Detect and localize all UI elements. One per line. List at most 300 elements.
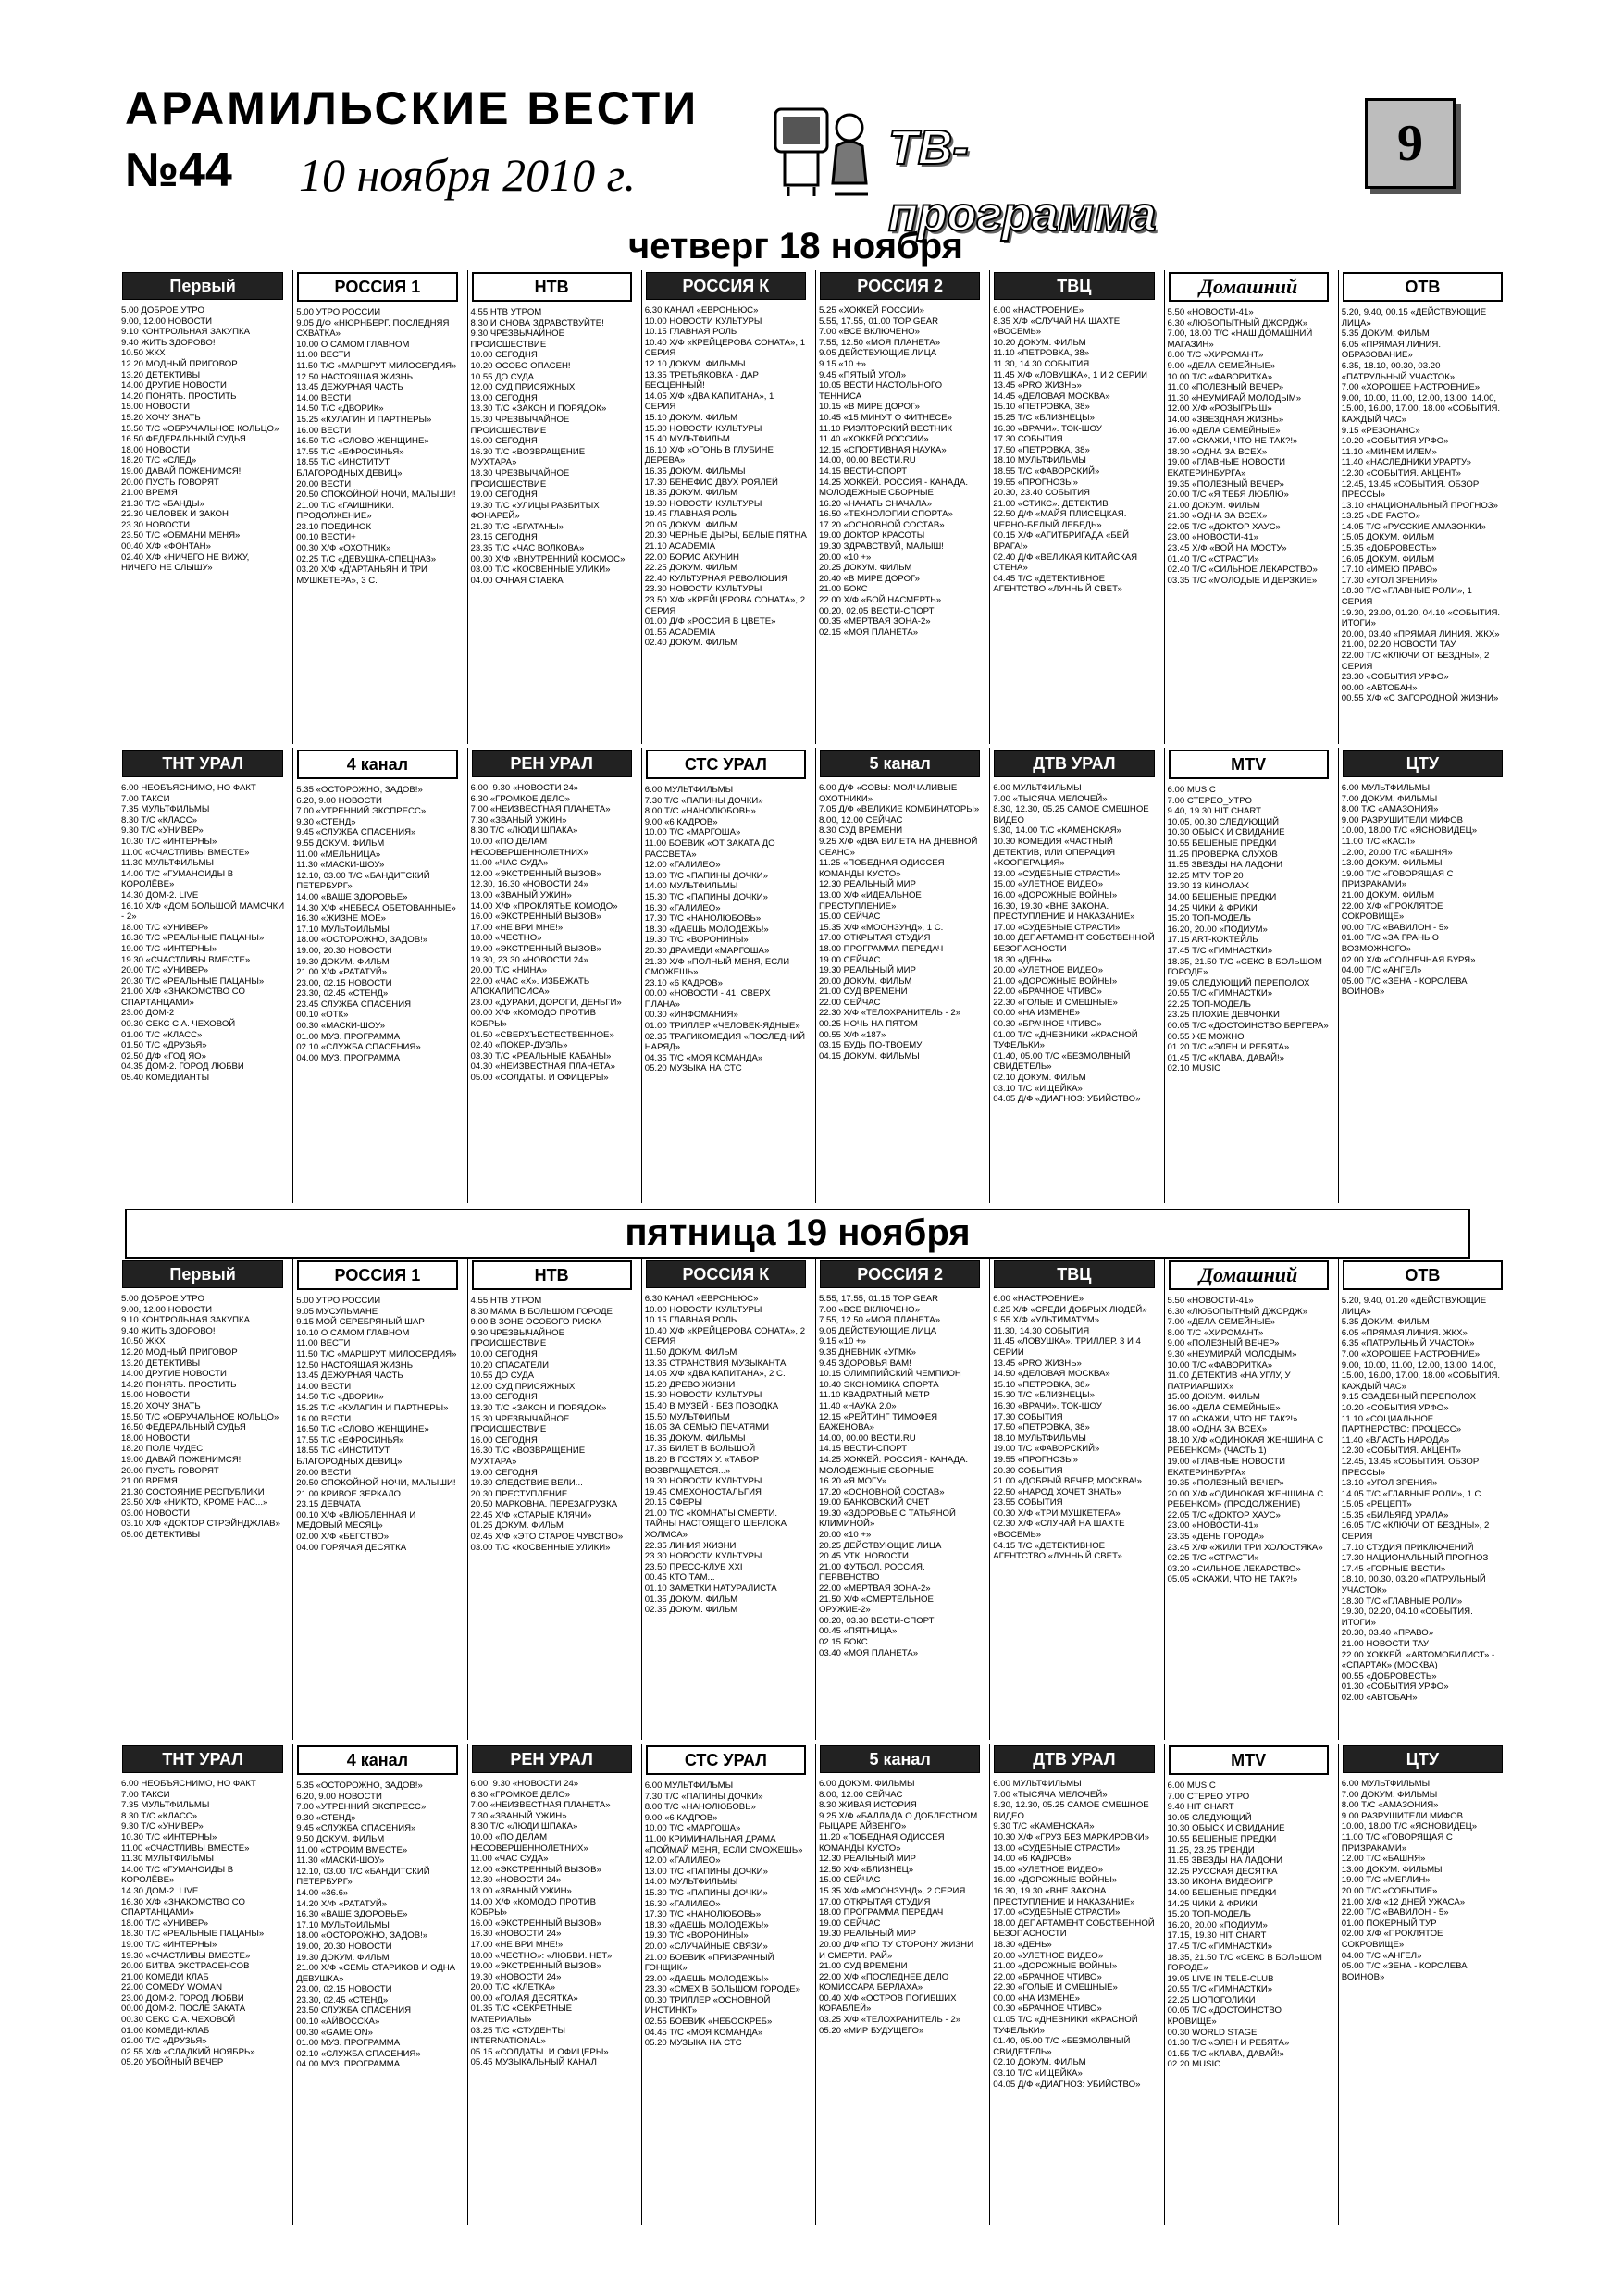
program-entry: 23.10 ПОЕДИНОК: [296, 521, 372, 532]
program-entry: 18.00 ПРОГРАММА ПЕРЕДАЧ: [819, 1907, 944, 1918]
program-entry: 11.00 ВЕСТИ: [296, 350, 351, 361]
program-entry: 16.30, 19.30 «ВНЕ ЗАКОНА. ПРЕСТУПЛЕНИЕ И НАКАЗАНИЕ»: [993, 900, 1135, 923]
program-entry: 10.00 СЕГОДНЯ: [470, 350, 538, 361]
program-entry: 02.10 «СЛУЖБА СПАСЕНИЯ»: [296, 1042, 421, 1053]
channel-column: [641, 1744, 810, 2225]
channel-logo: 4 канал: [297, 1745, 457, 1775]
program-entry: 19.30 «СЧАСТЛИВЫ ВМЕСТЕ»: [121, 954, 251, 965]
program-entry: 9.30 Т/С «УНИВЕР»: [121, 1821, 204, 1832]
program-entry: 17.00 «СКАЖИ, ЧТО НЕ ТАК?!»: [1167, 1413, 1298, 1424]
program-entry: 15.20 ХОЧУ ЗНАТЬ: [121, 1400, 201, 1411]
program-entry: 11.30 «МАСКИ-ШОУ»: [296, 1855, 385, 1867]
program-entry: 8.25 Х/Ф «СРЕДИ ДОБРЫХ ЛЮДЕЙ»: [993, 1304, 1147, 1315]
program-entry: 21.00 КОМЕДИ КЛАБ: [121, 1971, 209, 1982]
program-entry: 16.35 ДОКУМ. ФИЛЬМЫ: [644, 465, 746, 477]
program-entry: 11.00 БОЕВИК «ОТ ЗАКАТА ДО РАССВЕТА»: [644, 838, 775, 860]
channel-column: [641, 270, 810, 744]
program-entry: 9.30, 14.00 Т/С «КАМЕНСКАЯ»: [993, 825, 1121, 837]
program-entry: 19.30 «ЗДОРОВЬЕ С ТАТЬЯНОЙ КЛИМИНОЙ»: [819, 1508, 956, 1530]
program-entry: 16.00 ВЕСТИ: [296, 1413, 352, 1424]
program-entry: 21.00 СУД ВРЕМЕНИ: [819, 1961, 908, 1972]
program-entry: 9.45 «СЛУЖБА СПАСЕНИЯ»: [296, 827, 416, 838]
program-entry: 22.30 «ГОЛЫЕ И СМЕШНЫЕ»: [993, 1982, 1118, 1993]
program-entry: 21.00 ФУТБОЛ. РОССИЯ. ПЕРВЕНСТВО: [819, 1561, 925, 1583]
program-entry: 17.30 СОБЫТИЯ: [993, 434, 1063, 445]
program-entry: 19.00 СЕГОДНЯ: [470, 490, 538, 501]
program-entry: 20.30 Т/С «РЕАЛЬНЫЕ ПАЦАНЫ»: [121, 975, 265, 987]
program-entry: 19.00 БАНКОВСКИЙ СЧЕТ: [819, 1497, 930, 1508]
program-entry: 19.00 Т/С «ИНТЕРНЫ»: [121, 1939, 217, 1950]
program-entry: 10.30 ОБЫСК И СВИДАНИЕ: [1167, 1823, 1285, 1834]
program-entry: 18.00 Т/С «УНИВЕР»: [121, 922, 209, 933]
program-entry: 03.20 Х/Ф «Д'АРТАНЬЯН И ТРИ МУШКЕТЕРА», 3 С.: [296, 565, 427, 586]
program-entry: 7.00 «ХОРОШЕЕ НАСТРОЕНИЕ»: [1341, 1348, 1481, 1359]
program-entry: 16.30 Т/С «ВОЗВРАЩЕНИЕ МУХТАРА»: [470, 446, 586, 468]
program-entry: 10.00 «ПО ДЕЛАМ НЕСОВЕРШЕННОЛЕТНИХ»: [470, 1831, 588, 1854]
program-entry: 13.45 «PRO ЖИЗНЬ»: [993, 380, 1082, 391]
program-entry: 13.35 ТРЕТЬЯКОВКА - ДАР БЕСЦЕННЫЙ!: [644, 369, 759, 391]
program-entry: 18.00 «ОСТОРОЖНО, ЗАДОВ!»: [296, 935, 428, 946]
program-entry: 03.40 «МОЯ ПЛАНЕТА»: [819, 1647, 919, 1658]
program-entry: 14.30 ДОМ-2. LIVE: [121, 1885, 199, 1896]
program-entry: 8.30 СУД ВРЕМЕНИ: [819, 825, 903, 837]
program-entry: 18.20 В ГОСТЯХ У. «ТАБОР ВОЗВРАЩАЕТСЯ...»: [644, 1454, 760, 1476]
issue-date: 10 ноября 2010 г.: [299, 149, 636, 201]
program-entry: 23.45 Х/Ф «ВОЙ НА МОСТУ»: [1167, 543, 1287, 554]
program-entry: 9.25 Х/Ф «ДВА БИЛЕТА НА ДНЕВНОЙ СЕАНС»: [819, 836, 978, 858]
program-entry: 18.30 «ДАЕШЬ МОЛОДЕЖЬ!»: [644, 924, 769, 935]
program-entry: 15.30 Т/С «ПАПИНЫ ДОЧКИ»: [644, 891, 768, 902]
program-entry: 10.00, 18.00 Т/С «ЯСНОВИДЕЦ»: [1341, 1821, 1478, 1832]
program-entry: 21.00 ВРЕМЯ: [121, 1476, 178, 1487]
program-entry: 13.00 «ЗВАНЫЙ УЖИН»: [470, 1885, 572, 1896]
program-entry: 12.00 Т/С «БАШНЯ»: [1341, 1854, 1426, 1865]
channel-column: [989, 270, 1158, 744]
program-entry: 23.30 НОВОСТИ КУЛЬТУРЫ: [644, 584, 762, 595]
program-entry: 20.50 СПОКОЙНОЙ НОЧИ, МАЛЫШИ!: [296, 1478, 456, 1489]
program-entry: 20.30, 23.40 СОБЫТИЯ: [993, 488, 1090, 499]
program-entry: 23.50 ПРЕСС-КЛУБ XXI: [644, 1561, 743, 1572]
program-entry: 7.55, 12.50 «МОЯ ПЛАНЕТА»: [819, 1315, 941, 1326]
program-list: [816, 783, 984, 1061]
program-list: [118, 305, 287, 574]
program-entry: 21.00 «ДОРОЖНЫЕ ВОЙНЫ»: [993, 975, 1118, 987]
program-entry: 13.25 «DE FACTO»: [1341, 511, 1420, 522]
program-entry: 16.30 «НОВОСТИ 24»: [470, 1929, 562, 1940]
channel-column: [1338, 1259, 1506, 1740]
program-entry: 17.20 «ОСНОВНОЙ СОСТАВ»: [819, 519, 945, 530]
program-entry: 05.00 «СОЛДАТЫ. И ОФИЦЕРЫ»: [470, 1073, 609, 1084]
program-entry: 16.00 «ЭКСТРЕННЫЙ ВЫЗОВ»: [470, 912, 601, 923]
program-entry: 17.30 Т/С «НАНОЛЮБОВЬ»: [644, 913, 762, 925]
program-entry: 7.00 «ХОРОШЕЕ НАСТРОЕНИЕ»: [1341, 382, 1481, 393]
program-entry: 20.30 ЧЕРНЫЕ ДЫРЫ, БЕЛЫЕ ПЯТНА: [644, 530, 807, 541]
program-entry: 9.05 МУСУЛЬМАНЕ: [296, 1306, 378, 1317]
program-entry: 20.30 СОБЫТИЯ: [993, 1465, 1063, 1476]
program-entry: 04.00 ОЧНАЯ СТАВКА: [470, 575, 564, 586]
program-entry: 15.25 Т/С «БЛИЗНЕЦЫ»: [993, 412, 1095, 423]
program-entry: 21.00 Х/Ф «РАТАТУЙ»: [296, 967, 388, 978]
program-entry: 9.00, 10.00, 11.00, 12.00, 13.00, 14.00, 15.00, 16.00, 17.00, 18.00 «СОБЫТИЯ. КАЖДЫЙ ЧАС»: [1341, 392, 1501, 425]
program-list: [990, 1779, 1158, 2090]
program-entry: 6.05 «ПРЯМАЯ ЛИНИЯ. ЖКХ»: [1341, 1327, 1468, 1338]
program-entry: 12.10, 03.00 Т/С «БАНДИТСКИЙ ПЕТЕРБУРГ»: [296, 1866, 430, 1888]
program-entry: 9.15 «РЕЗОНАНС»: [1341, 425, 1420, 436]
program-entry: 10.00 Т/С «ФАВОРИТКА»: [1167, 371, 1273, 382]
program-entry: 5.00 ДОБРОЕ УТРО: [121, 1294, 204, 1304]
program-entry: 11.00 ДЕТЕКТИВ «НА УГЛУ, У ПАТРИАРШИХ»: [1167, 1371, 1291, 1392]
program-entry: 9.00 РАЗРУШИТЕЛИ МИФОВ: [1341, 814, 1464, 825]
program-entry: 10.20 «СОБЫТИЯ УРФО»: [1341, 436, 1449, 447]
program-entry: 00.00 «НОВОСТИ - 41. СВЕРХ ПЛАНА»: [644, 988, 771, 1010]
program-entry: 11.40 «ХОККЕЙ РОССИИ»: [819, 434, 929, 445]
program-entry: 00.00 «НА ИЗМЕНЕ»: [993, 1008, 1080, 1019]
program-entry: 02.35 ТРАГИКОМЕДИЯ «ПОСЛЕДНИЙ НАРЯД»: [644, 1031, 806, 1053]
program-entry: 02.50 Д/Ф «ГОД ЯО»: [121, 1050, 206, 1061]
program-entry: 11.30, 14.30 СОБЫТИЯ: [993, 358, 1090, 369]
program-entry: 7.00 «УТРЕННИЙ ЭКСПРЕСС»: [296, 806, 427, 817]
program-entry: 19.30, 23.30 «НОВОСТИ 24»: [470, 954, 588, 965]
program-entry: 11.00 «СЧАСТЛИВЫ ВМЕСТЕ»: [121, 1843, 250, 1854]
program-entry: 14.15 ВЕСТИ-СПОРТ: [819, 465, 908, 477]
program-entry: 22.00 Х/Ф «ПРОКЛЯТОЕ СОКРОВИЩЕ»: [1341, 900, 1443, 923]
program-entry: 5.50 «НОВОСТИ-41»: [1167, 307, 1254, 317]
program-entry: 6.00 MUSIC: [1167, 1781, 1216, 1791]
program-entry: 16.05 ЗА СЕМЬЮ ПЕЧАТЯМИ: [644, 1422, 770, 1433]
program-entry: 17.45 Т/С «ГИМНАСТКИ»: [1167, 945, 1273, 956]
program-entry: 23.15 ДЕВЧАТА: [296, 1499, 361, 1510]
program-entry: 19.05 СЛЕДУЮЩИЙ ПЕРЕПОЛОХ: [1167, 977, 1310, 988]
channel-column: [1164, 748, 1332, 1203]
program-entry: 01.10 ЗАМЕТКИ НАТУРАЛИСТА: [644, 1583, 777, 1595]
program-entry: 04.05 Д/Ф «ДИАГНОЗ: УБИЙСТВО»: [993, 2079, 1141, 2090]
program-entry: 21.00 «СТИКС». ДЕТЕКТИВ: [993, 498, 1109, 509]
program-entry: 23.30 НОВОСТИ: [121, 519, 190, 530]
program-entry: 02.00 «АВТОБАН»: [1341, 1692, 1418, 1703]
program-entry: 20.00 «СЛУЧАЙНЫЕ СВЯЗИ»: [644, 1941, 768, 1952]
program-entry: 23.35 «ДЕНЬ ГОРОДА»: [1167, 1532, 1265, 1543]
program-entry: 9.00, 12.00 НОВОСТИ: [121, 1304, 212, 1315]
channel-column: [641, 748, 810, 1203]
program-entry: 8.00 Т/С «НАНОЛЮБОВЬ»: [644, 806, 756, 817]
program-entry: 6.30 КАНАЛ «ЕВРОНЬЮС»: [644, 305, 759, 316]
program-list: [118, 1779, 287, 2068]
program-entry: 9.00 В ЗОНЕ ОСОБОГО РИСКА: [470, 1317, 602, 1328]
issue-number: №44: [125, 143, 232, 197]
program-entry: 15.00 НОВОСТИ: [121, 1390, 190, 1401]
program-entry: 14.00 Х/Ф «КОМОДО ПРОТИВ КОБРЫ»: [470, 1896, 597, 1918]
program-entry: 23.00 ДОМ-2: [121, 1008, 175, 1019]
program-list: [1165, 1781, 1332, 2070]
program-entry: 9.30 ЧРЕЗВЫЧАЙНОЕ ПРОИСШЕСТВИЕ: [470, 1327, 564, 1349]
channel-column: [1164, 1744, 1332, 2225]
program-entry: 20.00 Т/С «НИНА»: [470, 965, 548, 976]
program-entry: 17.35 БИЛЕТ В БОЛЬШОЙ: [644, 1444, 756, 1455]
program-entry: 11.00 Т/С «КАСЛ»: [1341, 836, 1416, 847]
program-entry: 15.00 ДОКУМ. ФИЛЬМ: [1167, 1392, 1260, 1403]
program-entry: 21.00 НОВОСТИ ТАУ: [1341, 1639, 1430, 1649]
program-entry: 23.50 Х/Ф «КРЕЙЦЕРОВА СОНАТА», 2 СЕРИЯ: [644, 595, 806, 616]
program-entry: 04.45 Т/С «ДЕТЕКТИВНОЕ АГЕНТСТВО «ЛУННЫЙ СВЕТ»: [993, 573, 1122, 595]
program-entry: 20.00 «УЛЕТНОЕ ВИДЕО»: [993, 965, 1104, 976]
program-entry: 20.00 ПУСТЬ ГОВОРЯТ: [121, 477, 219, 488]
program-entry: 03.30 Т/С «РЕАЛЬНЫЕ КАБАНЫ»: [470, 1050, 612, 1061]
program-entry: 19.30 «СЧАСТЛИВЫ ВМЕСТЕ»: [121, 1950, 251, 1961]
channel-logo: ТВЦ: [994, 272, 1154, 300]
program-list: [642, 785, 810, 1074]
channel-column: [1164, 1259, 1332, 1740]
program-entry: 04.30 «НЕИЗВЕСТНАЯ ПЛАНЕТА»: [470, 1061, 615, 1073]
program-list: [1165, 307, 1332, 586]
program-entry: 21.00 СУД ВРЕМЕНИ: [819, 987, 908, 998]
program-entry: 14.00, 00.00 ВЕСТИ.RU: [819, 455, 916, 466]
program-entry: 20.25 ДОКУМ. ФИЛЬМ: [819, 563, 912, 574]
program-entry: 16.30 «ГАЛИЛЕО»: [644, 902, 721, 913]
program-entry: 9.05 Д/Ф «НЮРНБЕРГ. ПОСЛЕДНЯЯ СХВАТКА»: [296, 317, 450, 340]
program-entry: 18.00 «ЧЕСТНО»: «ЛЮБВИ. НЕТ»: [470, 1950, 613, 1961]
program-entry: 9.05 ДЕЙСТВУЮЩИЕ ЛИЦА: [819, 348, 937, 359]
program-entry: 20.25 ДЕЙСТВУЮЩИЕ ЛИЦА: [819, 1540, 942, 1551]
program-entry: 04.00 ГОРЯЧАЯ ДЕСЯТКА: [296, 1542, 407, 1553]
program-entry: 10.00 СЕГОДНЯ: [470, 1348, 538, 1359]
program-entry: 6.00 «НАСТРОЕНИЕ»: [993, 1294, 1084, 1304]
program-entry: 17.00 «НЕ ВРИ МНЕ!»: [470, 1939, 564, 1950]
program-entry: 14.00 «36.6»: [296, 1887, 349, 1898]
channel-logo: РОССИЯ К: [646, 272, 806, 300]
program-entry: 21.00 БОКС: [819, 584, 868, 595]
program-entry: 18.55 Т/С «ФАВОРСКИЙ»: [993, 465, 1100, 477]
program-list: [293, 307, 461, 586]
program-entry: 00.30 Х/Ф «ВНУТРЕННИЙ КОСМОС»: [470, 553, 626, 565]
program-entry: 20.00 Х/Ф «ОДИНОКАЯ ЖЕНЩИНА С РЕБЕНКОМ» (ПРОДОЛЖЕНИЕ): [1167, 1488, 1324, 1510]
program-entry: 00.45 КТО ТАМ...: [644, 1572, 715, 1583]
channel-logo: ТНТ УРАЛ: [122, 1745, 283, 1773]
program-entry: 12.00 «ЭКСТРЕННЫЙ ВЫЗОВ»: [470, 1864, 601, 1875]
program-entry: 15.25 Т/С «КУЛАГИН И ПАРТНЕРЫ»: [296, 1402, 449, 1413]
program-entry: 22.30 Х/Ф «ТЕЛОХРАНИТЕЛЬ - 2»: [819, 1008, 961, 1019]
program-entry: 9.30 Т/С «КАМЕНСКАЯ»: [993, 1821, 1095, 1832]
program-entry: 04.00 Т/С «АНГЕЛ»: [1341, 1950, 1422, 1961]
program-entry: 20.00 Т/С «СОБЫТИЕ»: [1341, 1885, 1438, 1896]
program-entry: 11.30 МУЛЬТФИЛЬМЫ: [121, 858, 214, 869]
page-number-badge: 9: [1365, 98, 1456, 189]
program-entry: 9.40 ЖИТЬ ЗДОРОВО!: [121, 337, 216, 348]
program-entry: 7.00 «НЕИЗВЕСТНАЯ ПЛАНЕТА»: [470, 1800, 611, 1811]
program-entry: 8.00, 12.00 СЕЙЧАС: [819, 814, 903, 825]
channel-logo: РЕН УРАЛ: [472, 1745, 632, 1773]
program-entry: 13.30 13 КИНОЛАЖ: [1167, 881, 1249, 892]
channel-column: [815, 748, 984, 1203]
program-entry: 12.30, 16.30 «НОВОСТИ 24»: [470, 879, 588, 890]
program-entry: 14.00 БЕШЕНЫЕ ПРЕДКИ: [1167, 1887, 1277, 1898]
program-list: [990, 305, 1158, 595]
program-entry: 15.00 «УЛЕТНОЕ ВИДЕО»: [993, 1864, 1104, 1875]
program-entry: 9.55 Х/Ф «УЛЬТИМАТУМ»: [993, 1315, 1100, 1326]
program-list: [468, 307, 636, 586]
channel-logo: РОССИЯ 1: [297, 272, 457, 302]
program-entry: 7.00, 18.00 Т/С «НАШ ДОМАШНИЙ МАГАЗИН»: [1167, 329, 1313, 350]
program-entry: 16.50 ФЕДЕРАЛЬНЫЙ СУДЬЯ: [121, 434, 246, 445]
channel-column: [989, 748, 1158, 1203]
program-entry: 16.00 «ЭКСТРЕННЫЙ ВЫЗОВ»: [470, 1917, 601, 1929]
program-entry: 21.00 ВРЕМЯ: [121, 488, 178, 499]
program-entry: 04.35 Т/С «МОЯ КОМАНДА»: [644, 1052, 763, 1063]
program-entry: 12.50 Х/Ф «БЛИЗНЕЦ»: [819, 1864, 914, 1875]
program-entry: 23.35 Т/С «ЧАС ВОЛКОВА»: [470, 543, 585, 554]
program-entry: 19.00 ДАВАЙ ПОЖЕНИМСЯ!: [121, 1454, 242, 1465]
program-entry: 01.00 Т/С «КЛАСС»: [121, 1029, 203, 1040]
program-entry: 23.45 СЛУЖБА СПАСЕНИЯ: [296, 999, 412, 1010]
program-entry: 10.55 БЕШЕНЫЕ ПРЕДКИ: [1167, 1833, 1277, 1844]
channel-logo: MTV: [1169, 1745, 1329, 1775]
program-entry: 15.30 Т/С «ПАПИНЫ ДОЧКИ»: [644, 1887, 768, 1898]
program-entry: 10.45 «15 МИНУТ О ФИТНЕСЕ»: [819, 412, 952, 423]
program-entry: 17.10 МУЛЬТФИЛЬМЫ: [296, 924, 390, 935]
program-entry: 11.45 «ЛОВУШКА». ТРИЛЛЕР. 3 И 4 СЕРИИ: [993, 1336, 1141, 1358]
program-entry: 12.00 «ГАЛИЛЕО»: [644, 1855, 721, 1867]
program-entry: 20.00 Т/С «КЛЕТКА»: [470, 1982, 556, 1993]
program-entry: 10.00 О САМОМ ГЛАВНОМ: [296, 339, 410, 350]
section-title: ТВ-программа: [888, 121, 1157, 242]
program-entry: 04.15 ДОКУМ. ФИЛЬМЫ: [819, 1050, 920, 1061]
program-entry: 6.00 МУЛЬТФИЛЬМЫ: [993, 783, 1082, 793]
program-entry: 16.05 ДОКУМ. ФИЛЬМ: [1341, 553, 1435, 565]
program-entry: 7.05 Д/Ф «ВЕЛИКИЕ КОМБИНАТОРЫ»: [819, 804, 980, 815]
program-entry: 16.00 «ДОРОЖНЫЕ ВОЙНЫ»: [993, 1875, 1118, 1886]
program-entry: 10.00, 18.00 Т/С «ЯСНОВИДЕЦ»: [1341, 825, 1478, 837]
program-entry: 21.00 ДОКУМ. ФИЛЬМ: [1167, 500, 1260, 511]
program-entry: 00.40 Х/Ф «ФОНТАН»: [121, 541, 211, 552]
program-entry: 21.30 Т/С «БРАТАНЫ»: [470, 521, 564, 532]
program-entry: 20.50 МАРКОВНА. ПЕРЕЗАГРУЗКА: [470, 1499, 618, 1510]
program-entry: 14.05 Т/С «РУССКИЕ АМАЗОНКИ»: [1341, 521, 1487, 532]
program-entry: 04.15 Т/С «ДЕТЕКТИВНОЕ АГЕНТСТВО «ЛУННЫЙ СВЕТ»: [993, 1540, 1122, 1562]
program-entry: 18.35, 21.50 Т/С «СЕКС В БОЛЬШОМ ГОРОДЕ»: [1167, 1952, 1322, 1974]
program-entry: 16.30 «ВАШЕ ЗДОРОВЬЕ»: [296, 1909, 408, 1920]
program-entry: 17.50 «ПЕТРОВКА, 38»: [993, 1422, 1090, 1433]
program-entry: 8.30 Т/С «КЛАСС»: [121, 1810, 198, 1821]
channel-logo: Домашний: [1169, 272, 1329, 302]
program-entry: 6.00 НЕОБЪЯСНИМО, НО ФАКТ: [121, 783, 256, 793]
program-entry: 18.30 Т/С «ГЛАВНЫЕ РОЛИ»: [1341, 1595, 1463, 1607]
program-entry: 01.50 Т/С «ДРУЗЬЯ»: [121, 1040, 207, 1051]
program-entry: 17.00 ОТКРЫТАЯ СТУДИЯ: [819, 1896, 931, 1907]
program-entry: 12.15 «РЕЙТИНГ ТИМОФЕЯ БАЖЕНОВА»: [819, 1411, 938, 1433]
program-entry: 13.00 СЕГОДНЯ: [470, 392, 538, 403]
program-entry: 7.30 Т/С «ПАПИНЫ ДОЧКИ»: [644, 795, 763, 806]
program-entry: 7.00 «НЕИЗВЕСТНАЯ ПЛАНЕТА»: [470, 804, 611, 815]
program-entry: 01.00 ТРИЛЛЕР «ЧЕЛОВЕК-ЯДНЫЕ»: [644, 1021, 800, 1032]
channel-logo: ЦТУ: [1343, 750, 1503, 777]
program-entry: 14.25 ЧИКИ & ФРИКИ: [1167, 902, 1258, 913]
program-entry: 12.30 «СОБЫТИЯ. АКЦЕНТ»: [1341, 1446, 1461, 1457]
program-entry: 9.25 Х/Ф «БАЛЛАДА О ДОБЛЕСТНОМ РЫЦАРЕ АЙВЕНГО»: [819, 1810, 978, 1832]
program-entry: 17.30 Т/С «НАНОЛЮБОВЬ»: [644, 1909, 762, 1920]
program-entry: 17.15 ART-КОКТЕЙЛЬ: [1167, 935, 1258, 946]
program-entry: 16.00 «ДЕЛА СЕМЕЙНЫЕ»: [1167, 425, 1281, 436]
program-entry: 5.35 ДОКУМ. ФИЛЬМ: [1341, 1317, 1430, 1328]
program-entry: 16.30, 19.30 «ВНЕ ЗАКОНА. ПРЕСТУПЛЕНИЕ И НАКАЗАНИЕ»: [993, 1885, 1135, 1907]
program-entry: 20.50 СПОКОЙНОЙ НОЧИ, МАЛЫШИ!: [296, 490, 456, 501]
program-entry: 18.10 МУЛЬТФИЛЬМЫ: [993, 455, 1086, 466]
program-entry: 11.30 «МАСКИ-ШОУ»: [296, 860, 385, 871]
program-entry: 5.35 «ОСТОРОЖНО, ЗАДОВ!»: [296, 1781, 423, 1791]
program-list: [816, 305, 984, 638]
program-entry: 04.35 ДОМ-2. ГОРОД ЛЮБВИ: [121, 1061, 244, 1073]
program-entry: 00.00 «НА ИЗМЕНЕ»: [993, 1992, 1080, 2004]
program-entry: 01.50 «СВЕРХЪЕСТЕСТВЕННОЕ»: [470, 1029, 614, 1040]
program-entry: 19.00 СЕЙЧАС: [819, 1917, 881, 1929]
program-entry: 21.30 СОСТОЯНИЕ РЕСПУБЛИКИ: [121, 1486, 265, 1497]
program-entry: 9.55 ДОКУМ. ФИЛЬМ: [296, 838, 385, 849]
program-entry: 02.10 ДОКУМ. ФИЛЬМ: [993, 1073, 1086, 1084]
program-entry: 9.00, 10.00, 11.00, 12.00, 13.00, 14.00, 15.00, 16.00, 17.00, 18.00 «СОБЫТИЯ. КАЖДЫЙ ЧАС»: [1341, 1359, 1501, 1392]
program-entry: 13.00 Т/С «ПАПИНЫ ДОЧКИ»: [644, 870, 768, 881]
program-entry: 6.00 НЕОБЪЯСНИМО, НО ФАКТ: [121, 1779, 256, 1789]
program-entry: 19.30 Т/С «ВОРОНИНЫ»: [644, 935, 749, 946]
program-entry: 19.30 ДОКУМ. ФИЛЬМ: [296, 1952, 390, 1963]
program-list: [118, 1294, 287, 1541]
program-entry: 18.20 ПОЛЕ ЧУДЕС: [121, 1444, 204, 1455]
program-entry: 19.30 Т/С «ВОРОНИНЫ»: [644, 1930, 749, 1942]
program-entry: 15.30 ЧРЕЗВЫЧАЙНОЕ ПРОИСШЕСТВИЕ: [470, 414, 570, 436]
channel-logo: Домашний: [1169, 1260, 1329, 1290]
program-entry: 15.30 ЧРЕЗВЫЧАЙНОЕ ПРОИСШЕСТВИЕ: [470, 1413, 570, 1435]
program-list: [293, 1296, 461, 1553]
program-entry: 20.00 Д/Ф «ПО ТУ СТОРОНУ ЖИЗНИ И СМЕРТИ. РАЙ»: [819, 1939, 973, 1961]
program-entry: 21.00 Х/Ф «12 ДНЕЙ УЖАСА»: [1341, 1896, 1466, 1907]
channel-logo: ОТВ: [1343, 272, 1503, 302]
program-entry: 02.35 ДОКУМ. ФИЛЬМ: [644, 1605, 738, 1616]
program-entry: 19.00 СЕГОДНЯ: [470, 1467, 538, 1478]
program-entry: 12.45, 13.45 «СОБЫТИЯ. ОБЗОР ПРЕССЫ»: [1341, 478, 1480, 501]
program-entry: 15.00 СЕЙЧАС: [819, 1875, 881, 1886]
channel-logo: MTV: [1169, 750, 1329, 779]
day-heading-thursday: четверг 18 ноября: [627, 226, 963, 267]
channel-logo: ЦТУ: [1343, 1745, 1503, 1773]
program-entry: 5.55, 17.55, 01.00 TOP GEAR: [819, 316, 939, 327]
program-entry: 9.00 РАЗРУШИТЕЛИ МИФОВ: [1341, 1810, 1464, 1821]
program-entry: 5.00 УТРО РОССИИ: [296, 1296, 381, 1306]
program-entry: 11.30 «НЕУМИРАЙ МОЛОДЫМ»: [1167, 392, 1302, 403]
program-entry: 10.15 ГЛАВНАЯ РОЛЬ: [644, 1315, 737, 1326]
program-entry: 8.30 И СНОВА ЗДРАВСТВУЙТЕ!: [470, 317, 604, 329]
program-entry: 18.00 Т/С «УНИВЕР»: [121, 1917, 209, 1929]
channel-column: [1338, 1744, 1506, 2225]
program-entry: 12.20 МОДНЫЙ ПРИГОВОР: [121, 1347, 238, 1358]
program-entry: 00.00 «АВТОБАН»: [1341, 682, 1418, 693]
program-entry: 18.30 «ДЕНЬ»: [993, 1939, 1052, 1950]
program-entry: 14.05 Х/Ф «ДВА КАПИТАНА», 1 СЕРИЯ: [644, 391, 774, 413]
program-entry: 22.00 СЕЙЧАС: [819, 997, 881, 1008]
program-list: [816, 1294, 984, 1658]
program-entry: 23.30 «СОБЫТИЯ УРФО»: [1341, 672, 1449, 683]
schedule-grid-thursday-bottom: [118, 748, 1506, 1203]
program-entry: 22.00 Х/Ф «ПОСЛЕДНЕЕ ДЕЛО КОМИССАРА БЕРЛАХА»: [819, 1971, 949, 1993]
program-entry: 13.45 «PRO ЖИЗНЬ»: [993, 1358, 1082, 1369]
program-entry: 15.20 ХОЧУ ЗНАТЬ: [121, 412, 201, 423]
program-entry: 17.20 «ОСНОВНОЙ СОСТАВ»: [819, 1486, 945, 1497]
channel-column: [815, 270, 984, 744]
program-entry: 03.25 Т/С «СТУДЕНТЫ INTERNATIONAL»: [470, 2025, 565, 2047]
channel-logo: СТС УРАЛ: [646, 1745, 806, 1775]
program-entry: 8.30 МАМА В БОЛЬШОМ ГОРОДЕ: [470, 1306, 613, 1317]
program-entry: 21.00 «ДОРОЖНЫЕ ВОЙНЫ»: [993, 1961, 1118, 1972]
channel-column: [1338, 270, 1506, 744]
program-entry: 22.25 ШОПОГОЛИКИ: [1167, 1994, 1256, 2005]
program-entry: 00.30 Х/Ф «ОХОТНИК»: [296, 543, 391, 554]
program-entry: 19.30 РЕАЛЬНЫЙ МИР: [819, 965, 916, 976]
